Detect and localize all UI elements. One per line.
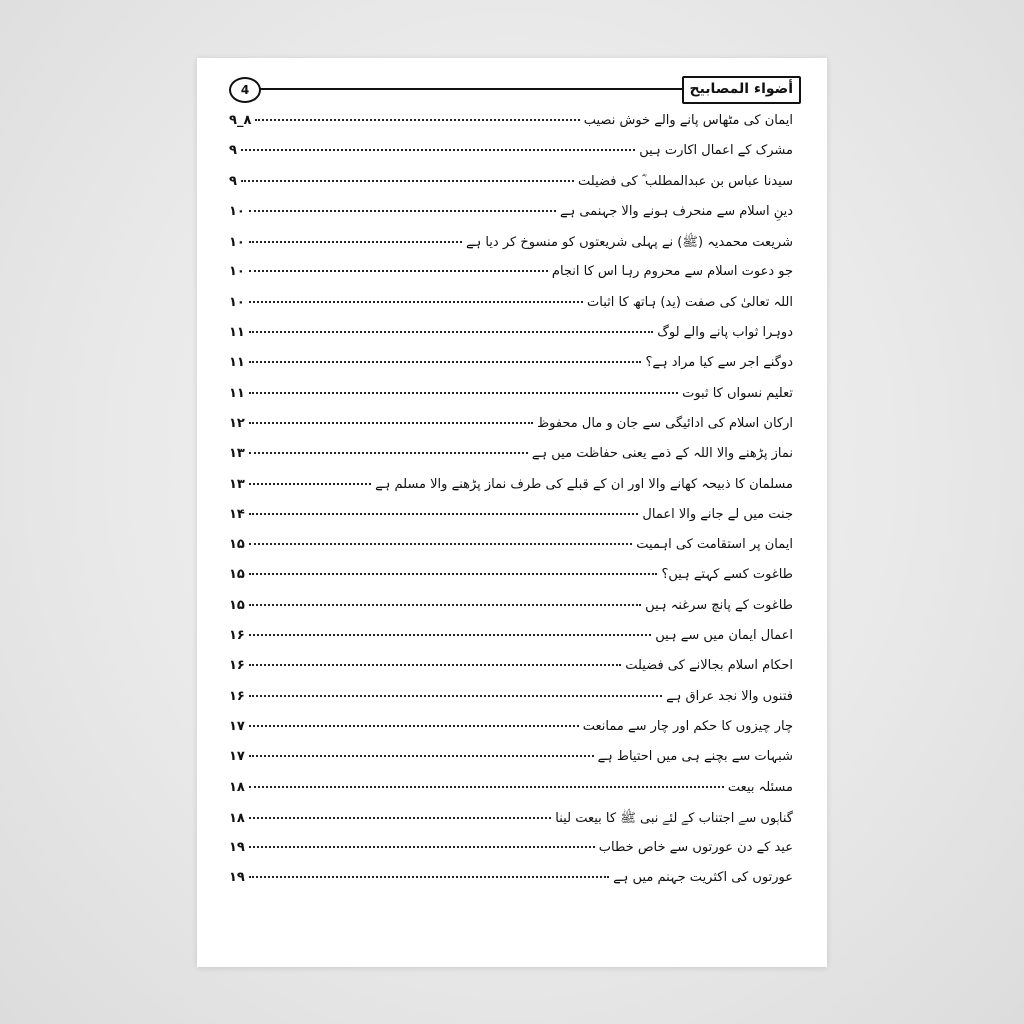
toc-entry xyxy=(229,689,793,719)
toc-entry xyxy=(229,840,793,870)
toc-entry xyxy=(229,204,793,234)
dot-leader xyxy=(255,119,579,121)
dot-leader xyxy=(249,543,632,545)
toc-entry-page: ۱۳ xyxy=(229,476,245,492)
toc-entry-title: نماز پڑھنے والا اللہ کے ذمے یعنی حفاظت میں ہے xyxy=(531,446,793,462)
toc-entry-page: ۱۱ xyxy=(229,325,245,341)
toc-entry-page: ۸_۹ xyxy=(229,113,252,128)
toc-entry-page: ۱۰ xyxy=(229,294,245,310)
toc-entry xyxy=(229,598,793,628)
toc-entry-title: طاغوت کسے کہتے ہیں؟ xyxy=(661,567,793,583)
toc-entry-title: دوگنے اجر سے کیا مراد ہے؟ xyxy=(645,355,793,371)
toc-entry-title: عید کے دن عورتوں سے خاص خطاب xyxy=(598,840,793,856)
toc-entry xyxy=(229,143,793,173)
toc-entry-page: ۹ xyxy=(229,173,237,189)
book-page xyxy=(197,58,827,967)
toc-entry xyxy=(229,234,793,264)
dot-leader xyxy=(249,422,533,424)
toc-entry xyxy=(229,658,793,688)
toc-entry-page: ۱۶ xyxy=(229,628,245,644)
toc-entry-page: ۱۱ xyxy=(229,355,245,371)
toc-entry xyxy=(229,174,793,204)
toc-entry-page: ۱۵ xyxy=(229,567,245,583)
toc-entry-title: مسلمان کا ذبیحہ کھانے والا اور ان کے قبلے کی طرف نماز پڑھنے والا مسلم ہے xyxy=(375,476,793,492)
toc-entry xyxy=(229,780,793,810)
toc-entry-title: احکام اسلام بجالانے کی فضیلت xyxy=(625,658,793,674)
toc-entry xyxy=(229,113,793,143)
dot-leader xyxy=(249,876,609,878)
toc-entry xyxy=(229,386,793,416)
dot-leader xyxy=(249,270,548,272)
toc-entry-title: مسئلہ بیعت xyxy=(727,779,793,795)
toc-entry xyxy=(229,719,793,749)
toc-entry-title: مشرک کے اعمال اکارت ہیں xyxy=(639,143,793,159)
toc-entry-title: سیدنا عباس بن عبدالمطلب ؓ کی فضیلت xyxy=(578,173,793,189)
toc-entry-title: ایمان کی مٹھاس پانے والے خوش نصیب xyxy=(583,113,793,128)
toc-entry-page: ۱۴ xyxy=(229,506,245,522)
book-title: أضواء المصابيح xyxy=(682,76,802,104)
toc-entry-page: ۱۵ xyxy=(229,537,245,553)
toc-entry xyxy=(229,567,793,597)
toc-entry xyxy=(229,355,793,385)
toc-entry-title: فتنوں والا نجد عراق ہے xyxy=(666,688,793,704)
dot-leader xyxy=(249,695,662,697)
dot-leader xyxy=(249,604,641,606)
dot-leader xyxy=(249,817,551,819)
dot-leader xyxy=(249,846,595,848)
toc-entry-title: اعمال ایمان میں سے ہیں xyxy=(655,628,793,644)
toc-entry-page: ۱۶ xyxy=(229,658,245,674)
toc-entry xyxy=(229,870,793,900)
dot-leader xyxy=(249,755,594,757)
toc-entry-title: دینِ اسلام سے منحرف ہونے والا جہنمی ہے xyxy=(559,203,793,219)
toc-entry xyxy=(229,507,793,537)
toc-entry-page: ۱۸ xyxy=(229,810,245,826)
toc-entry-page: ۱۹ xyxy=(229,870,245,886)
toc-entry-title: ایمان پر استقامت کی اہمیت xyxy=(636,537,793,553)
toc-entry-title: اللہ تعالیٰ کی صفت (ید) ہاتھ کا اثبات xyxy=(587,294,793,310)
toc-entry xyxy=(229,264,793,294)
table-of-contents xyxy=(229,113,793,901)
dot-leader xyxy=(249,634,651,636)
toc-entry-page: ۱۲ xyxy=(229,415,245,431)
toc-entry-title: چار چیزوں کا حکم اور چار سے ممانعت xyxy=(582,718,793,734)
toc-entry-title: شریعت محمدیہ (ﷺ) نے پہلی شریعتوں کو منسوخ کر دیا ہے xyxy=(465,235,793,251)
dot-leader xyxy=(249,786,724,788)
toc-entry-page: ۱۳ xyxy=(229,446,245,462)
toc-entry-title: جو دعوت اسلام سے محروم رہا اس کا انجام xyxy=(551,264,793,280)
page-header xyxy=(221,76,801,102)
toc-entry-page: ۱۰ xyxy=(229,235,245,251)
dot-leader xyxy=(249,361,642,363)
toc-entry-title: عورتوں کی اکثریت جہنم میں ہے xyxy=(613,870,793,886)
toc-entry-title: طاغوت کے پانچ سرغنہ ہیں xyxy=(645,597,793,613)
toc-entry xyxy=(229,537,793,567)
dot-leader xyxy=(249,210,556,212)
dot-leader xyxy=(249,452,528,454)
toc-entry-page: ۱۷ xyxy=(229,718,245,734)
toc-entry xyxy=(229,810,793,840)
toc-entry xyxy=(229,446,793,476)
toc-entry xyxy=(229,628,793,658)
toc-entry-page: ۱۹ xyxy=(229,840,245,856)
toc-entry-page: ۱۷ xyxy=(229,749,245,765)
toc-entry-title: جنت میں لے جانے والا اعمال xyxy=(642,506,793,522)
toc-entry-page: ۱۵ xyxy=(229,597,245,613)
toc-entry-page: ۱۰ xyxy=(229,203,245,219)
toc-entry xyxy=(229,325,793,355)
toc-entry-title: ارکان اسلام کی ادائیگی سے جان و مال محفوظ xyxy=(537,415,793,431)
toc-entry-title: گناہوں سے اجتناب کے لئے نبی ﷺ کا بیعت لینا xyxy=(555,810,793,826)
dot-leader xyxy=(249,331,653,333)
dot-leader xyxy=(249,301,583,303)
toc-entry xyxy=(229,477,793,507)
toc-entry-page: ۹ xyxy=(229,143,237,159)
toc-entry xyxy=(229,416,793,446)
toc-entry-page: ۱۰ xyxy=(229,264,245,280)
toc-entry xyxy=(229,749,793,779)
toc-entry-page: ۱۱ xyxy=(229,385,245,401)
dot-leader xyxy=(241,149,635,151)
dot-leader xyxy=(249,573,658,575)
dot-leader xyxy=(241,180,574,182)
toc-entry-page: ۱۶ xyxy=(229,688,245,704)
dot-leader xyxy=(249,483,371,485)
dot-leader xyxy=(249,513,639,515)
toc-entry-title: دوہرا ثواب پانے والے لوگ xyxy=(657,325,793,341)
toc-entry-title: شبہات سے بچنے ہی میں احتیاط ہے xyxy=(597,749,793,765)
dot-leader xyxy=(249,241,462,243)
page-number: 4 xyxy=(229,77,261,103)
toc-entry xyxy=(229,295,793,325)
toc-entry-title: تعلیم نسواں کا ثبوت xyxy=(682,385,793,401)
dot-leader xyxy=(249,725,579,727)
toc-entry-page: ۱۸ xyxy=(229,779,245,795)
dot-leader xyxy=(249,392,678,394)
dot-leader xyxy=(249,664,621,666)
